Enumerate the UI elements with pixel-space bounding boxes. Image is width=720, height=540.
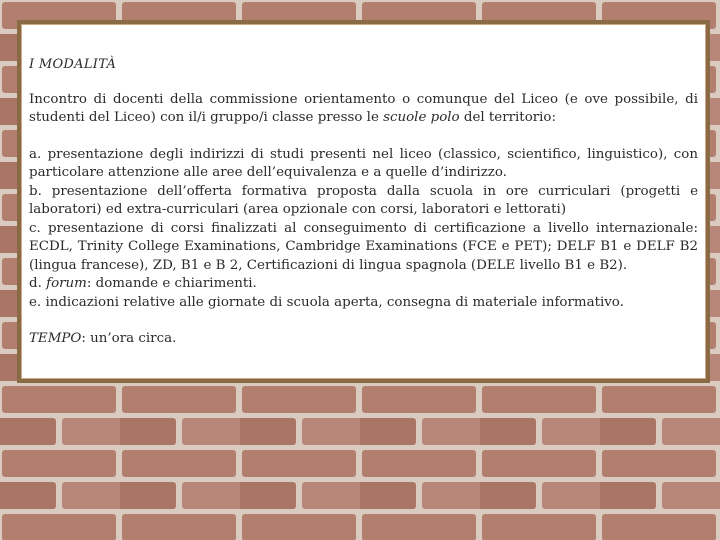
item-letter: a.	[29, 146, 42, 162]
item-letter: b.	[29, 183, 42, 199]
tempo-label: TEMPO	[29, 331, 82, 346]
list-item-b	[29, 183, 698, 220]
intro-text-b: del territorio:	[459, 110, 557, 125]
item-text: presentazione dell’offerta formativa proposta dalla scuola in ore curriculari (progetti e laboratori) ed extra-curriculari (area opzionale con corsi, laboratori e lettorati)	[29, 183, 698, 217]
item-letter: c.	[29, 220, 41, 236]
item-text: presentazione di corsi finalizzati al conseguimento di certificazione a livello internazionale: ECDL, Trinity College Examinations, Cambridge Examinations (FCE e PET); DELF B1 e DELF B2 (lingua francese), ZD, B1 e B 2, Certificazioni di lingua spagnola (DELE livello B1 e B2).	[29, 220, 698, 273]
item-text: : domande e chiarimenti.	[86, 276, 257, 291]
item-emphasis: forum	[46, 276, 87, 291]
list-item-a	[29, 146, 698, 183]
tempo-text: : un’ora circa.	[81, 331, 177, 346]
intro-emphasis: scuole polo	[383, 110, 460, 125]
item-text: presentazione degli indirizzi di studi presenti nel liceo (classico, scientifico, linguistico), con particolare attenzione alle aree dell’equivalenza e a quelle d’indirizzo.	[29, 146, 698, 180]
section-heading: I MODALITÀ	[29, 57, 117, 72]
list-item-c	[29, 220, 698, 276]
item-letter: e.	[29, 294, 42, 310]
content-panel	[17, 20, 710, 383]
list-item-d	[29, 275, 698, 294]
list-item-e	[29, 294, 698, 313]
item-text: indicazioni relative alle giornate di scuola aperta, consegna di materiale informativo.	[41, 294, 624, 310]
tempo-line	[29, 330, 698, 349]
intro-text-a: Incontro di docenti della commissione orientamento o comunque del Liceo (e ove possibile, di studenti del Liceo) con il/i gruppo/i classe presso le	[29, 91, 698, 125]
item-letter: d.	[29, 276, 42, 291]
intro-paragraph	[29, 91, 698, 128]
